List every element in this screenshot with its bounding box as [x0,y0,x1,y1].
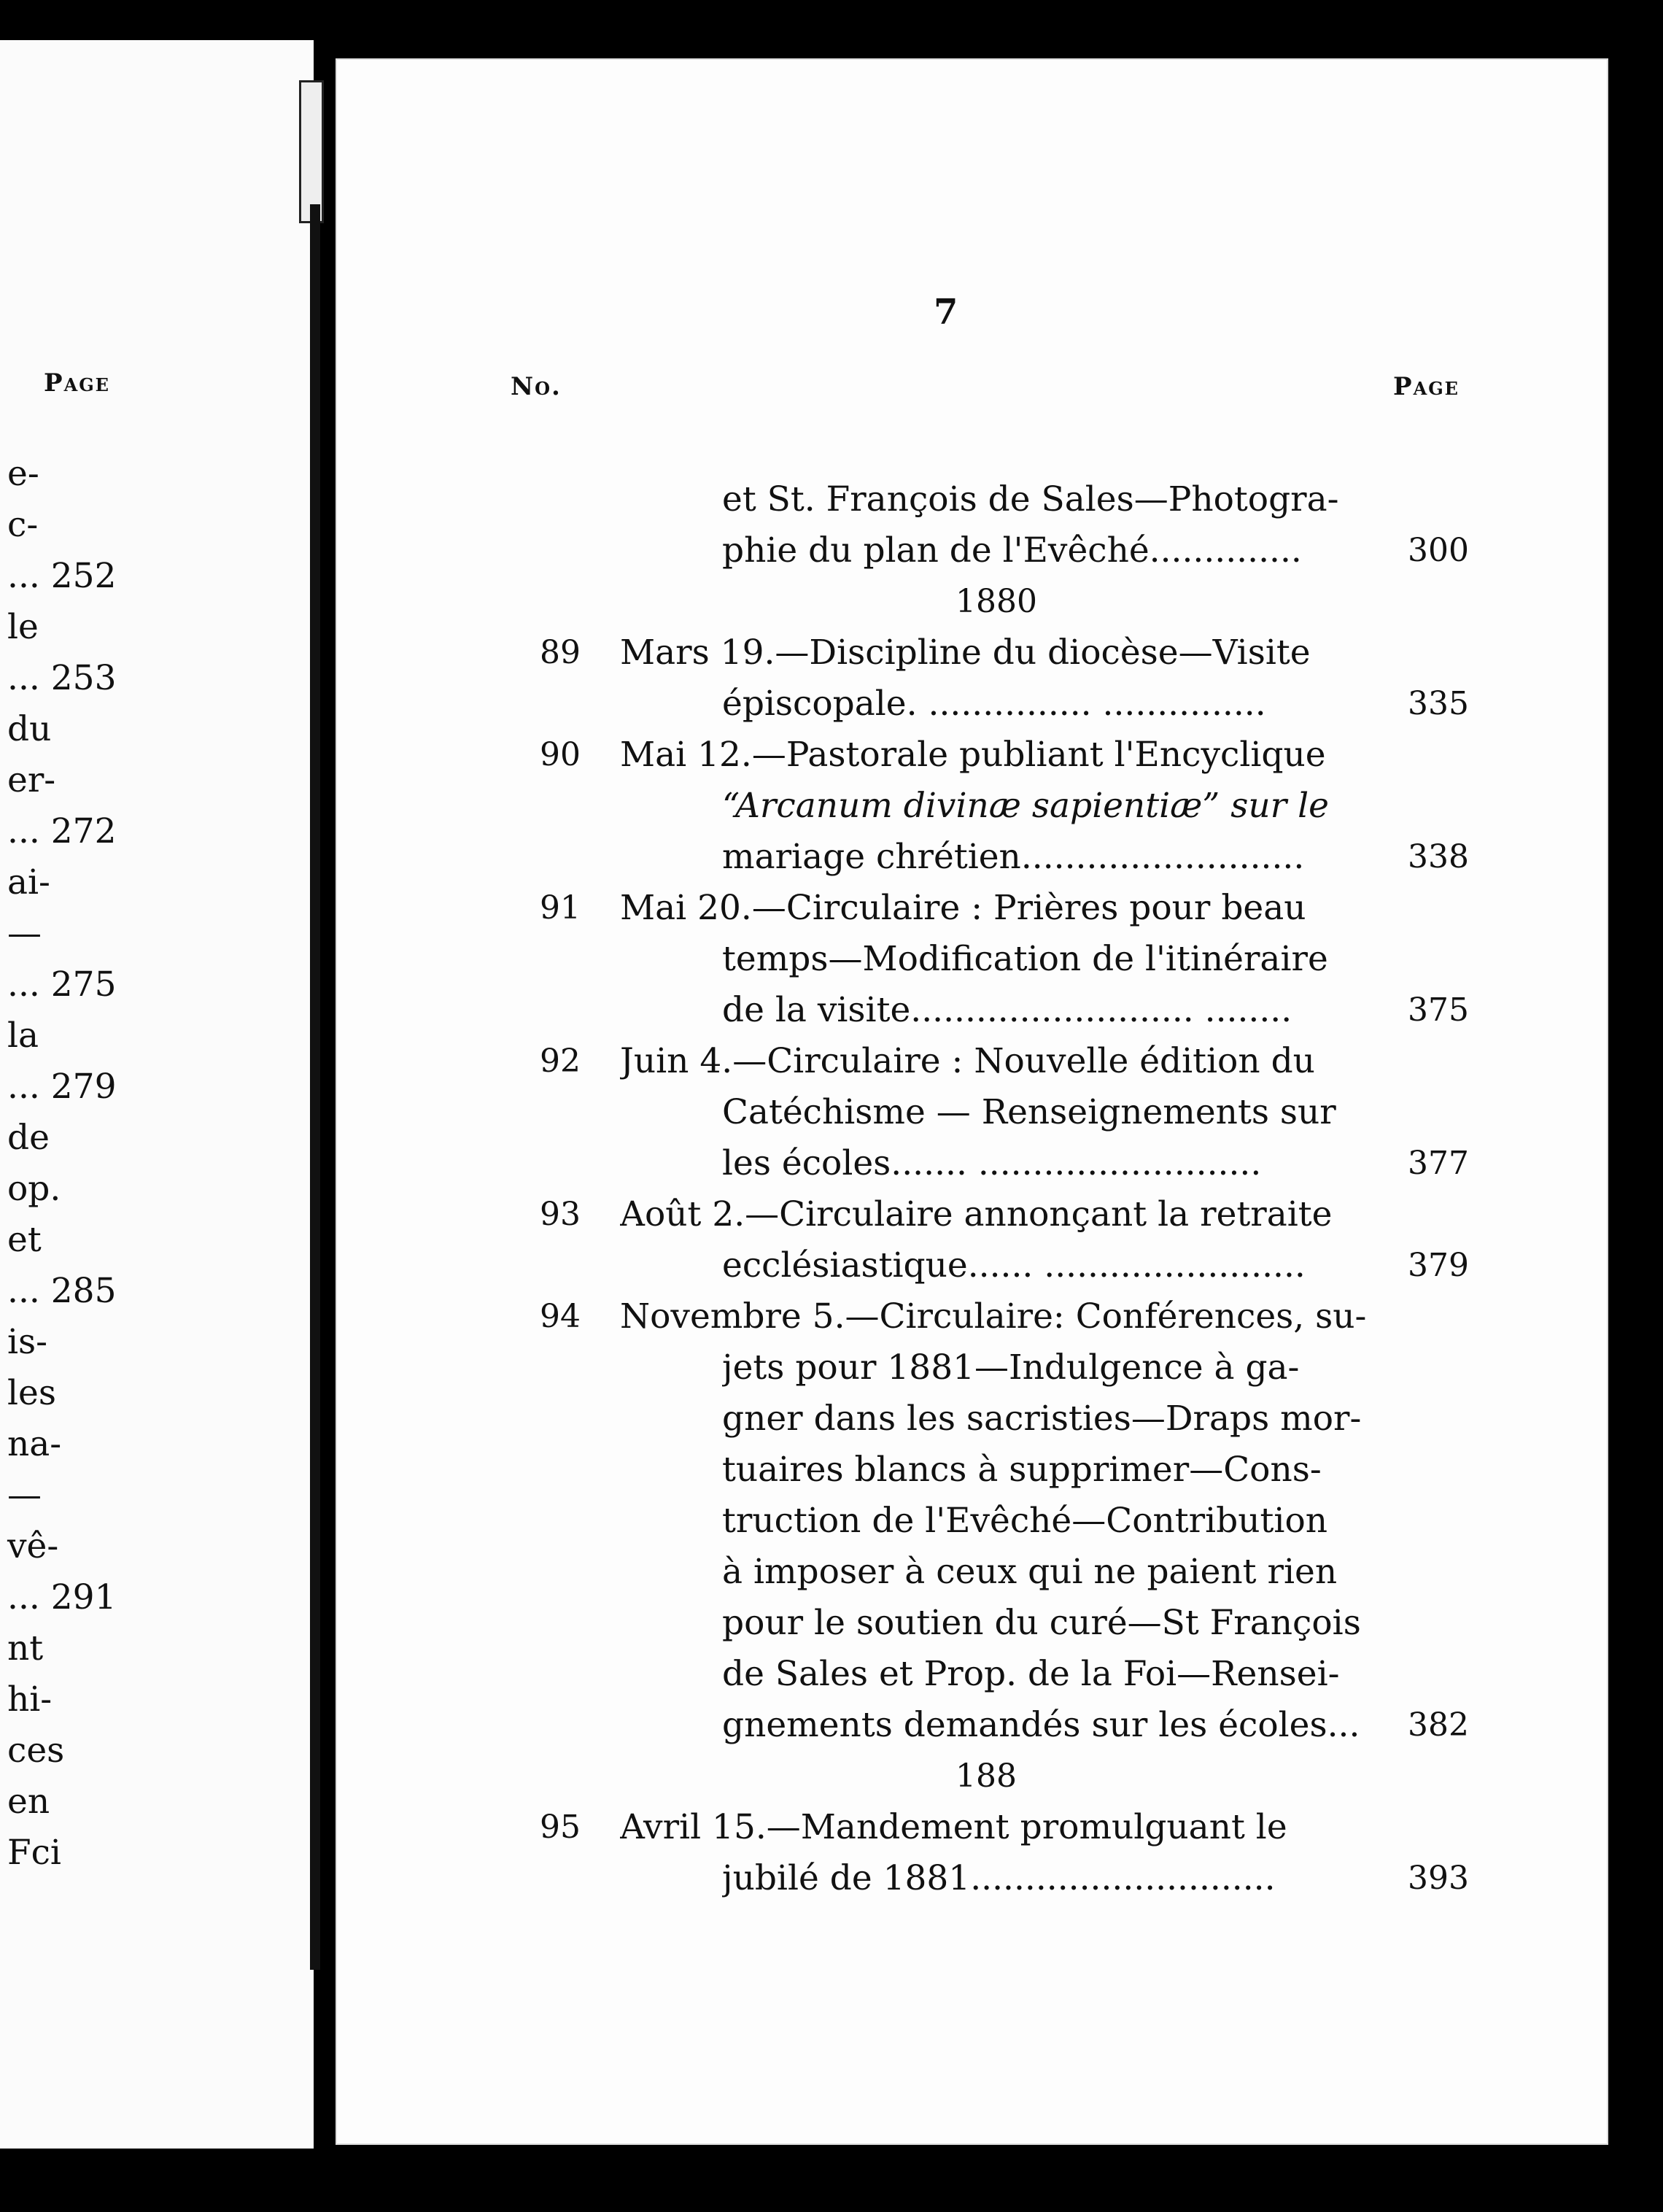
entry-line: de Sales et Prop. de la Foi—Rensei- [722,1654,1340,1694]
entry-line: Novembre 5.—Circulaire: Conférences, su- [620,1296,1367,1337]
left-page-fragment: — [7,913,42,954]
entry-line: Juin 4.—Circulaire : Nouvelle édition du [620,1041,1315,1081]
entry-line: les écoles....... .......................... [722,1143,1262,1183]
left-page-fragment: vê- [7,1526,59,1566]
entry-line: pour le soutien du curé—St François [722,1603,1361,1643]
entry-line: gner dans les sacristies—Draps mor- [722,1399,1362,1439]
entry-line: et St. François de Sales—Photogra- [722,479,1339,519]
page-binding [310,204,320,1970]
entry-page-number: 338 [1408,838,1469,875]
left-page-fragment: ai- [7,862,50,902]
left-page-fragment: na- [7,1424,62,1464]
left-page-fragment: ... 275 [7,964,117,1005]
entry-page-number: 375 [1408,991,1469,1029]
entry-line: jets pour 1881—Indulgence à ga- [722,1347,1300,1388]
entry-line: épiscopale. ............... ............... [722,684,1266,724]
entry-line: Août 2.—Circulaire annonçant la retraite [620,1194,1333,1234]
entry-line: gnements demandés sur les écoles... [722,1705,1360,1745]
entry-page-number: 393 [1408,1860,1469,1897]
entry-page-number: 379 [1408,1247,1469,1284]
previous-page-fragment [0,40,314,2149]
left-page-fragment: c- [7,505,39,545]
left-page-fragment: er- [7,760,56,800]
entry-number: 89 [540,634,581,671]
left-page-fragment: ... 253 [7,658,117,698]
entry-number: 94 [540,1298,581,1335]
entry-number: 95 [540,1809,581,1846]
left-page-fragment: nt [7,1628,44,1668]
entry-number: 93 [540,1196,581,1233]
left-page-fragment: — [7,1475,42,1515]
page-mark: 7 [934,292,958,333]
entry-line: temps—Modification de l'itinéraire [722,939,1328,979]
entry-line: Mai 12.—Pastorale publiant l'Encyclique [620,735,1326,775]
entry-line: tuaires blancs à supprimer—Cons- [722,1450,1322,1490]
entry-line: ecclésiastique...... ........................ [722,1245,1306,1285]
entry-line: phie du plan de l'Evêché.............. [722,530,1302,571]
left-page-fragment: Fci [7,1833,61,1873]
left-page-fragment: ... 285 [7,1271,117,1311]
left-page-fragment: la [7,1016,39,1056]
left-page-fragment: le [7,607,39,647]
left-page-fragment: les [7,1373,56,1413]
entry-number: 92 [540,1043,581,1080]
entry-page-number: 300 [1408,532,1469,569]
left-page-fragment: et [7,1220,42,1260]
entry-number: 90 [540,736,581,773]
entry-line: à imposer à ceux qui ne paient rien [722,1552,1338,1592]
year-heading: 188 [955,1757,1017,1795]
left-page-fragment: en [7,1782,50,1822]
entry-page-number: 377 [1408,1145,1469,1182]
entry-line: mariage chrétien.......................... [722,837,1305,877]
left-page-fragment: is- [7,1322,48,1362]
entry-line: Mai 20.—Circulaire : Prières pour beau [620,888,1306,928]
index-page [336,58,1608,2145]
year-heading: 1880 [955,583,1037,620]
entry-line: Catéchisme — Renseignements sur [722,1092,1336,1132]
left-page-fragment: hi- [7,1679,53,1720]
left-page-fragment: op. [7,1169,61,1209]
left-page-fragment: ... 291 [7,1577,117,1617]
left-page-fragment: du [7,709,52,749]
entry-page-number: 382 [1408,1706,1469,1744]
left-page-fragment: de [7,1118,50,1158]
entry-number: 91 [540,889,581,927]
entry-line: jubilé de 1881............................ [722,1858,1276,1898]
entry-line: Avril 15.—Mandement promulguant le [620,1807,1287,1847]
left-page-header: Page [44,368,110,398]
entry-line: Mars 19.—Discipline du diocèse—Visite [620,633,1311,673]
entry-line: “Arcanum divinæ sapientiæ” sur le [722,786,1329,826]
left-page-fragment: ces [7,1730,65,1771]
binding-tab [299,80,324,223]
left-page-fragment: e- [7,454,39,494]
page-column-header: Page [1393,372,1460,401]
left-page-fragment: ... 279 [7,1067,117,1107]
left-page-fragment: ... 252 [7,556,117,596]
left-page-fragment: ... 272 [7,811,117,851]
entry-line: de la visite.......................... ........ [722,990,1292,1030]
entry-page-number: 335 [1408,685,1469,722]
entry-line: truction de l'Evêché—Contribution [722,1501,1328,1541]
no-column-header: No. [511,372,562,401]
